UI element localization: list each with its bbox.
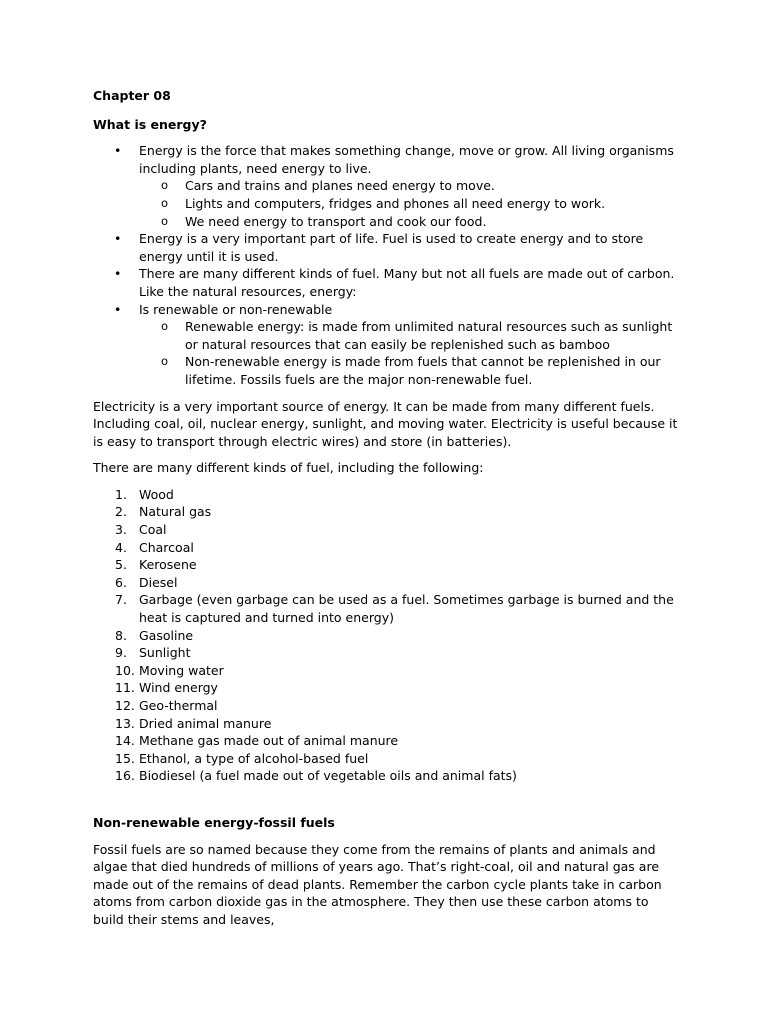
- fuel-name: Dried animal manure: [139, 715, 272, 731]
- fuel-number: 10.: [115, 662, 135, 678]
- sub-bullet-list: [139, 318, 683, 388]
- bullet-text: Energy is a very important part of life. Fuel is used to create energy and to store energy until it is used.: [139, 231, 644, 264]
- fuel-name: Sunlight: [139, 645, 191, 661]
- fuel-number: 15.: [115, 750, 135, 766]
- fuel-number: 5.: [115, 557, 127, 573]
- fossil-fuels-paragraph: Fossil fuels are so named because they come from the remains of plants and animals and algae that died hundreds of millions of years ago. That’s right-coal, oil and natural gas are made out of the remains of dead plants. Remember the carbon cycle plants take in carbon atoms from carbon dioxide gas in the atmosphere. They then use these carbon atoms to build their stems and leaves,: [93, 841, 662, 927]
- fuel-list-item: [93, 521, 683, 539]
- fuel-name: Wind energy: [139, 680, 218, 696]
- fuel-list-item: [93, 679, 683, 697]
- fuel-name: Charcoal: [139, 539, 194, 555]
- fuel-number: 16.: [115, 768, 135, 784]
- fuel-number: 14.: [115, 733, 135, 749]
- fuel-name: Diesel: [139, 574, 178, 590]
- section-heading: What is energy?: [93, 116, 207, 132]
- fuel-list-item: [93, 556, 683, 574]
- bullet-text: Energy is the force that makes something change, move or grow. All living organisms including plants, need energy to live.: [139, 143, 674, 176]
- bullet-item: [93, 265, 683, 300]
- fuel-number: 4.: [115, 539, 127, 555]
- bullet-text: There are many different kinds of fuel. Many but not all fuels are made out of carbon. Like the natural resources, energy:: [139, 266, 675, 299]
- fuel-name: Garbage (even garbage can be used as a fuel. Sometimes garbage is burned and the heat is captured and turned into energy): [139, 592, 674, 626]
- fuel-number: 3.: [115, 522, 127, 538]
- energy-bullet-list: [93, 142, 683, 388]
- fuel-list-item: [93, 539, 683, 557]
- sub-bullet-list: [139, 177, 683, 230]
- sub-bullet-item: o Non-renewable energy is made from fuels that cannot be replenished in our lifetime. Fossils fuels are the major non-renewable fuel.: [139, 353, 683, 388]
- fuel-number: 1.: [115, 486, 127, 502]
- bullet-item: [93, 230, 683, 265]
- fuel-number: 13.: [115, 715, 135, 731]
- fuel-list-item: [93, 767, 683, 785]
- fuel-list-item: [93, 662, 683, 680]
- fossil-fuels-heading: Non-renewable energy-fossil fuels: [93, 814, 335, 830]
- fuel-number: 9.: [115, 645, 127, 661]
- fuel-list-item: [93, 503, 683, 521]
- fuel-name: Geo-thermal: [139, 698, 218, 713]
- fuel-name: Coal: [139, 522, 167, 538]
- fuel-list-item: [93, 750, 683, 768]
- sub-bullet-item: o Lights and computers, fridges and phones all need energy to work.: [139, 195, 683, 213]
- fuel-list-item: [93, 486, 683, 504]
- fuel-name: Methane gas made out of animal manure: [139, 733, 399, 749]
- fuel-list-item: [93, 591, 683, 626]
- fuel-number: 8.: [115, 627, 127, 643]
- fuel-number: 6.: [115, 574, 127, 590]
- fuel-list-item: [93, 715, 683, 733]
- chapter-title: Chapter 08: [93, 88, 171, 103]
- sub-bullet-item: o Cars and trains and planes need energy to move.: [139, 177, 683, 195]
- sub-bullet-item: o We need energy to transport and cook our food.: [139, 213, 683, 231]
- fuel-name: Gasoline: [139, 627, 194, 643]
- fuel-list-item: [93, 732, 683, 750]
- fuel-number: 12.: [115, 698, 135, 713]
- fuel-number: 2.: [115, 504, 127, 520]
- fuel-list: [93, 486, 683, 785]
- bullet-item: [93, 301, 683, 389]
- fuel-list-item: [93, 644, 683, 662]
- fuel-number: 11.: [115, 680, 135, 696]
- fuel-name: Natural gas: [139, 504, 212, 520]
- fuel-list-item: [93, 627, 683, 645]
- fuels-intro: There are many different kinds of fuel, including the following:: [93, 460, 484, 476]
- fuel-name: Ethanol, a type of alcohol-based fuel: [139, 750, 369, 766]
- fuel-list-item: [93, 697, 683, 715]
- bullet-text: Is renewable or non-renewable: [139, 301, 333, 317]
- document-page: [93, 87, 683, 929]
- fuel-name: Wood: [139, 486, 174, 502]
- electricity-paragraph: Electricity is a very important source of energy. It can be made from many different fuels. Including coal, oil, nuclear energy, sunlight, and moving water. Electricity is useful because it is easy to transport through electric wires) and store (in batteries).: [93, 398, 678, 449]
- fuel-number: 7.: [115, 592, 127, 608]
- fuel-name: Moving water: [139, 662, 224, 678]
- fuel-name: Biodiesel (a fuel made out of vegetable oils and animal fats): [139, 768, 517, 784]
- sub-bullet-item: o Renewable energy: is made from unlimited natural resources such as sunlight or natural resources that can easily be replenished such as bamboo: [139, 318, 683, 353]
- bullet-item: [93, 142, 683, 230]
- fuel-name: Kerosene: [139, 557, 197, 573]
- fuel-list-item: [93, 574, 683, 592]
